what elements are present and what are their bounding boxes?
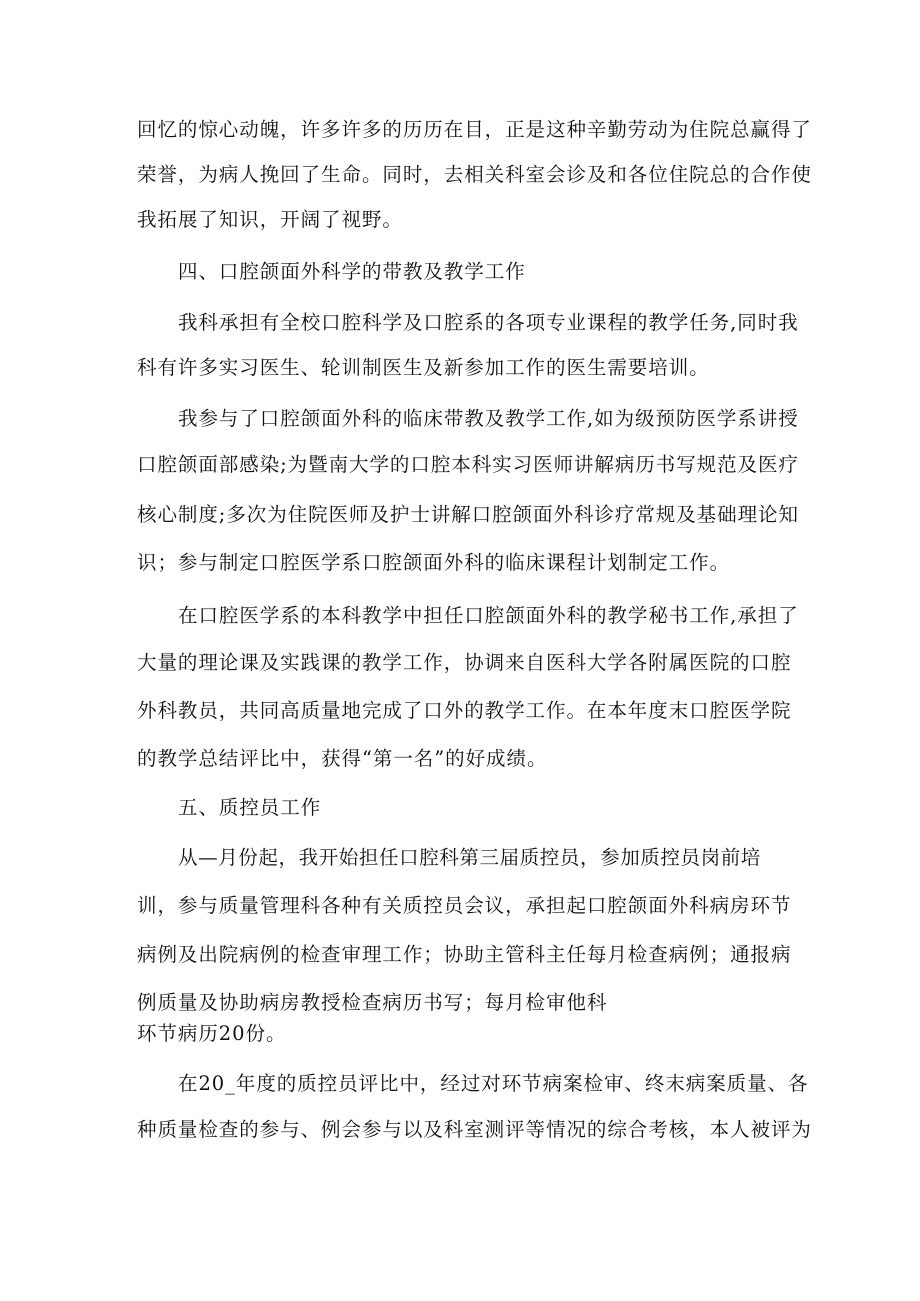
- paragraph-line: 回忆的惊心动魄，许多许多的历历在目，正是这种辛勤劳动为住院总赢得了: [137, 118, 812, 141]
- paragraph-line: 种质量检查的参与、例会参与以及科室测评等情况的综合考核，本人被评为: [137, 1118, 812, 1141]
- paragraph-line: 的教学总结评比中，获得“第一名”的好成绩。: [137, 747, 548, 770]
- paragraph-line: 病例及出院病例的检查审理工作；协助主管科主任每月检查病例；通报病: [137, 943, 792, 966]
- paragraph-line: 在20_年度的质控员评比中，经过对环节病案检审、终末病案质量、各: [178, 1072, 809, 1095]
- paragraph-line: 口腔颌面部感染;为暨南大学的口腔本科实习医师讲解病历书写规范及医疗: [137, 453, 799, 476]
- paragraph-line: 大量的理论课及实践课的教学工作，协调来自医科大学各附属医院的口腔: [137, 651, 792, 674]
- paragraph-line: 识；参与制定口腔医学系口腔颌面外科的临床课程计划制定工作。: [137, 551, 731, 574]
- paragraph-line: 例质量及协助病房教授检查病历书写；每月检审他科: [137, 991, 608, 1014]
- paragraph-line: 外科教员，共同高质量地完成了口外的教学工作。在本年度末口腔医学院: [137, 699, 792, 722]
- paragraph-line: 我拓展了知识，开阔了视野。: [137, 208, 403, 231]
- section-heading: 四、口腔颌面外科学的带教及教学工作: [178, 260, 526, 283]
- paragraph-line: 训，参与质量管理科各种有关质控员会议，承担起口腔颌面外科病房环节: [137, 894, 792, 917]
- paragraph-line: 我参与了口腔颌面外科的临床带教及教学工作,如为级预防医学系讲授: [178, 407, 799, 430]
- paragraph-line: 从—月份起，我开始担任口腔科第三届质控员，参加质控员岗前培: [178, 846, 761, 869]
- paragraph-line: 我科承担有全校口腔科学及口腔系的各项专业课程的教学任务,同时我: [178, 311, 799, 334]
- section-heading: 五、质控员工作: [178, 796, 322, 819]
- paragraph-line: 环节病历20份。: [137, 1022, 287, 1045]
- paragraph-line: 核心制度;多次为住院医师及护士讲解口腔颌面外科诊疗常规及基础理论知: [137, 503, 799, 526]
- paragraph-line: 科有许多实习医生、轮训制医生及新参加工作的医生需要培训。: [137, 356, 710, 379]
- paragraph-line: 荣誉，为病人挽回了生命。同时，去相关科室会诊及和各位住院总的合作使: [137, 163, 812, 186]
- paragraph-line: 在口腔医学系的本科教学中担任口腔颌面外科的教学秘书工作,承担了: [178, 604, 799, 627]
